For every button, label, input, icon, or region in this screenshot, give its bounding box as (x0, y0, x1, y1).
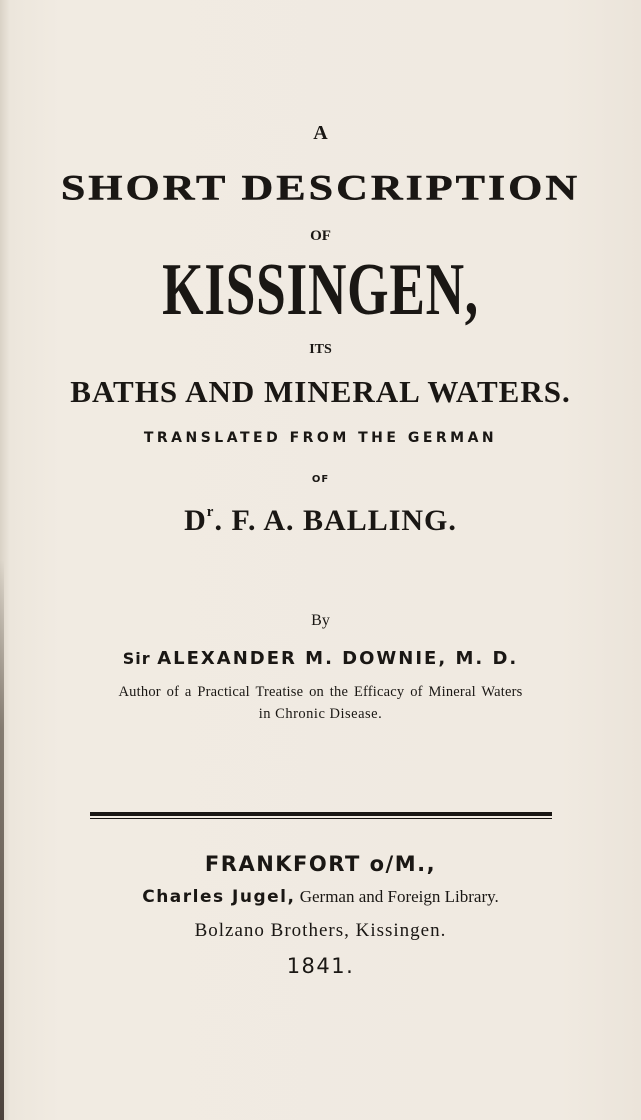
title-kissingen: KISSINGEN, (162, 249, 479, 331)
binding-edge (0, 560, 4, 1120)
author-prefix-superscript: r (206, 504, 215, 520)
author-name: . F. A. BALLING. (214, 504, 457, 537)
translator-name: ALEXANDER M. DOWNIE, M. D. (157, 648, 519, 669)
title-short-description: SHORT DESCRIPTION (60, 167, 581, 208)
translator (0, 648, 641, 669)
title-of: OF (310, 228, 331, 244)
translated-from: TRANSLATED FROM THE GERMAN (143, 430, 498, 446)
publisher-description: German and Foreign Library. (299, 887, 499, 906)
divider-rule-thin (90, 818, 552, 819)
imprint-city: FRANKFORT o/M., (204, 852, 437, 876)
of-label: OF (311, 474, 330, 485)
title-its: ITS (309, 342, 332, 357)
author-prefix: D (184, 504, 207, 537)
publisher-name: Charles Jugel, (142, 887, 296, 907)
translator-title: Sir (122, 649, 151, 668)
title-article: A (313, 122, 328, 144)
publisher-line-2: Bolzano Brothers, Kissingen. (194, 920, 447, 941)
title-baths-mineral-waters: BATHS AND MINERAL WATERS. (70, 374, 571, 409)
original-author (0, 504, 641, 538)
divider-rule (90, 812, 552, 816)
publisher-line (0, 887, 641, 907)
publication-year: 1841. (286, 954, 355, 978)
translator-credit-line-2: in Chronic Disease. (258, 706, 383, 722)
by-label: By (311, 612, 330, 629)
translator-credit-line-1: Author of a Practical Treatise on the Efficacy of Mineral Waters (118, 684, 523, 700)
